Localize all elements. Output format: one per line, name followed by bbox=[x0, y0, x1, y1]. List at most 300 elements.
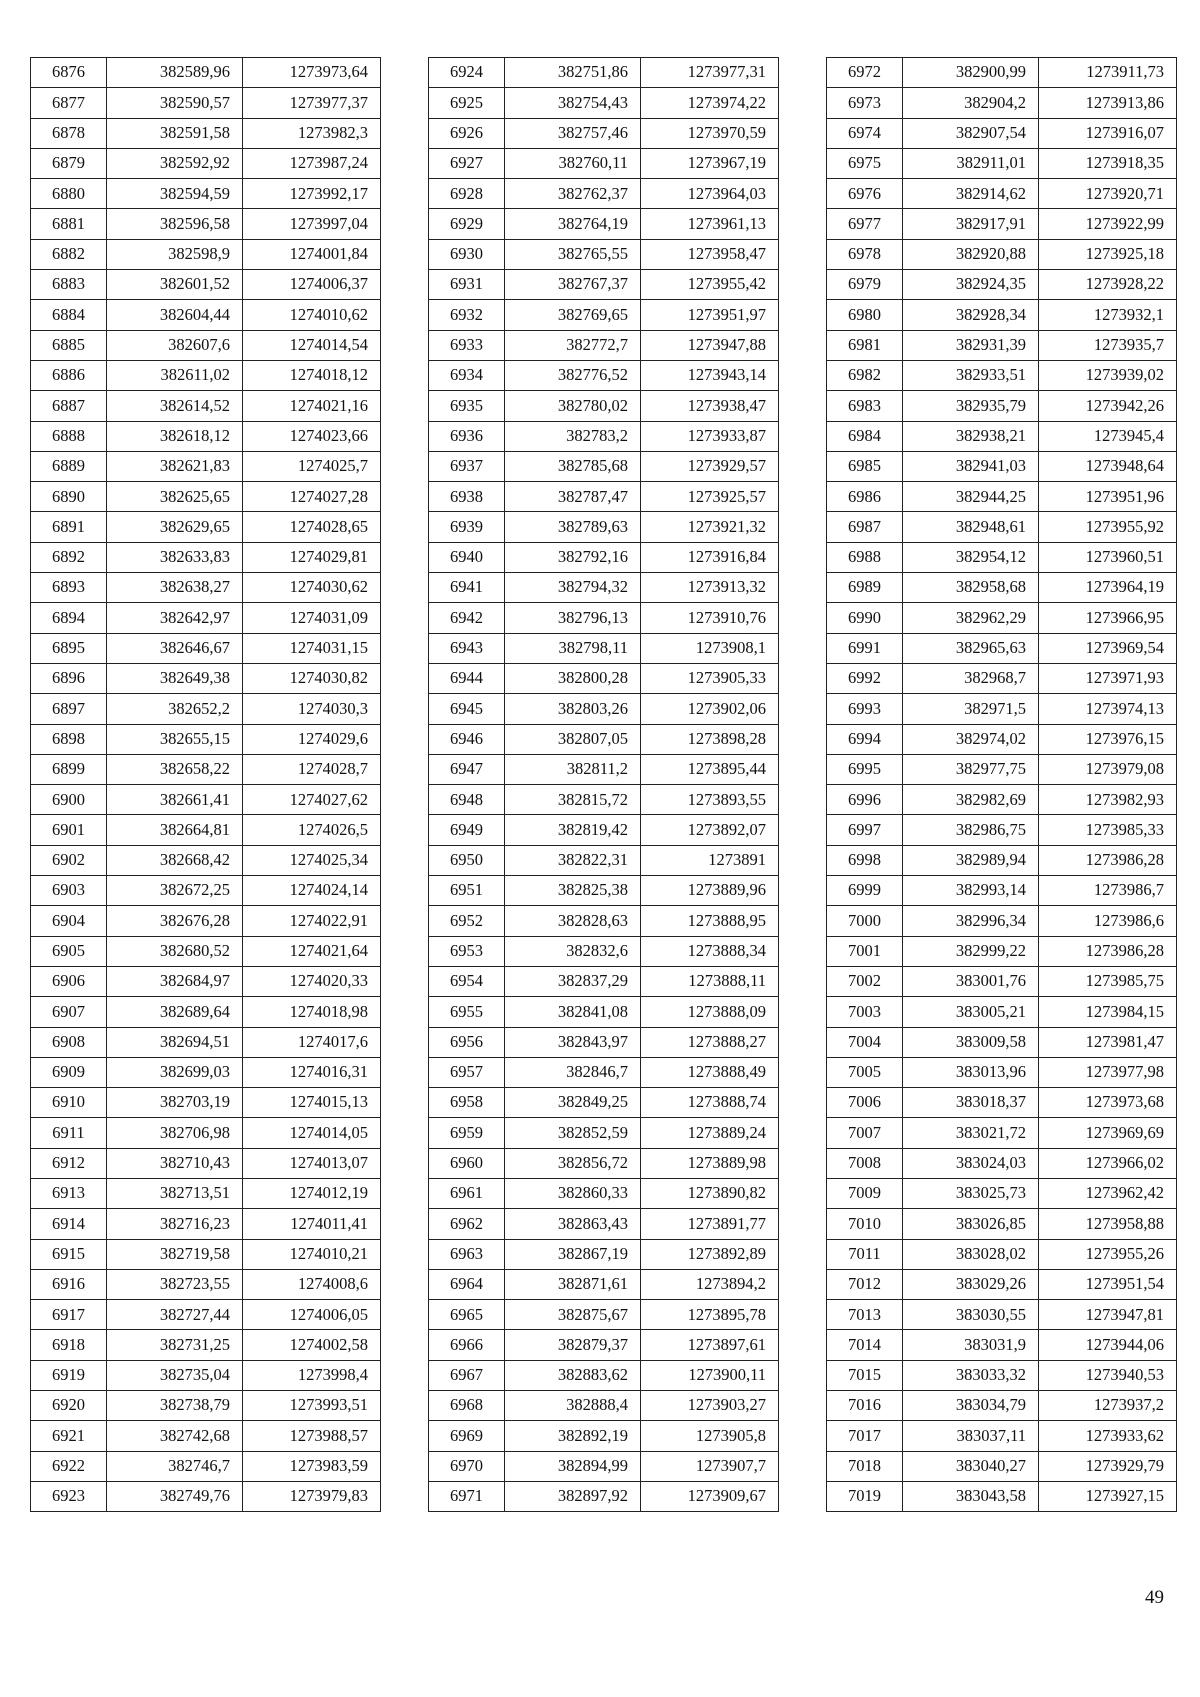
point-number-cell: 6885 bbox=[31, 330, 107, 360]
x-coordinate-cell: 382879,37 bbox=[505, 1330, 641, 1360]
table-row bbox=[429, 300, 779, 330]
table-row bbox=[429, 512, 779, 542]
x-coordinate-cell: 383026,85 bbox=[903, 1209, 1039, 1239]
x-coordinate-cell: 382749,76 bbox=[107, 1481, 243, 1511]
x-coordinate-cell: 383034,79 bbox=[903, 1391, 1039, 1421]
y-coordinate-cell: 1273944,06 bbox=[1039, 1330, 1177, 1360]
x-coordinate-cell: 382965,63 bbox=[903, 633, 1039, 663]
table-row bbox=[827, 1118, 1177, 1148]
y-coordinate-cell: 1273948,64 bbox=[1039, 451, 1177, 481]
table-row bbox=[31, 936, 381, 966]
table-row bbox=[31, 270, 381, 300]
point-number-cell: 6997 bbox=[827, 815, 903, 845]
x-coordinate-cell: 382856,72 bbox=[505, 1148, 641, 1178]
x-coordinate-cell: 382652,2 bbox=[107, 694, 243, 724]
x-coordinate-cell: 382703,19 bbox=[107, 1088, 243, 1118]
y-coordinate-cell: 1273918,35 bbox=[1039, 148, 1177, 178]
point-number-cell: 6989 bbox=[827, 573, 903, 603]
y-coordinate-cell: 1273982,93 bbox=[1039, 785, 1177, 815]
x-coordinate-cell: 382716,23 bbox=[107, 1209, 243, 1239]
y-coordinate-cell: 1273969,69 bbox=[1039, 1118, 1177, 1148]
y-coordinate-cell: 1273974,13 bbox=[1039, 694, 1177, 724]
y-coordinate-cell: 1273951,97 bbox=[641, 300, 779, 330]
x-coordinate-cell: 382746,7 bbox=[107, 1451, 243, 1481]
point-number-cell: 6978 bbox=[827, 239, 903, 269]
point-number-cell: 6890 bbox=[31, 482, 107, 512]
x-coordinate-cell: 383033,32 bbox=[903, 1360, 1039, 1390]
y-coordinate-cell: 1273964,03 bbox=[641, 179, 779, 209]
point-number-cell: 6935 bbox=[429, 391, 505, 421]
x-coordinate-cell: 383005,21 bbox=[903, 997, 1039, 1027]
y-coordinate-cell: 1273939,02 bbox=[1039, 360, 1177, 390]
y-coordinate-cell: 1273985,33 bbox=[1039, 815, 1177, 845]
point-number-cell: 6941 bbox=[429, 573, 505, 603]
point-number-cell: 7017 bbox=[827, 1421, 903, 1451]
table-row bbox=[429, 421, 779, 451]
y-coordinate-cell: 1274018,98 bbox=[243, 997, 381, 1027]
table-row bbox=[31, 1178, 381, 1208]
table-row bbox=[827, 179, 1177, 209]
y-coordinate-cell: 1273925,57 bbox=[641, 482, 779, 512]
point-number-cell: 6944 bbox=[429, 663, 505, 693]
x-coordinate-cell: 382894,99 bbox=[505, 1451, 641, 1481]
y-coordinate-cell: 1273908,1 bbox=[641, 633, 779, 663]
point-number-cell: 6939 bbox=[429, 512, 505, 542]
point-number-cell: 6977 bbox=[827, 209, 903, 239]
y-coordinate-cell: 1273981,47 bbox=[1039, 1027, 1177, 1057]
table-row bbox=[31, 391, 381, 421]
point-number-cell: 6942 bbox=[429, 603, 505, 633]
table-row bbox=[827, 845, 1177, 875]
y-coordinate-cell: 1273913,86 bbox=[1039, 88, 1177, 118]
point-number-cell: 6940 bbox=[429, 542, 505, 572]
y-coordinate-cell: 1273916,07 bbox=[1039, 118, 1177, 148]
table-row bbox=[827, 1451, 1177, 1481]
y-coordinate-cell: 1273897,61 bbox=[641, 1330, 779, 1360]
point-number-cell: 6985 bbox=[827, 451, 903, 481]
table-row bbox=[31, 1118, 381, 1148]
point-number-cell: 6931 bbox=[429, 270, 505, 300]
table-row bbox=[827, 815, 1177, 845]
table-row bbox=[827, 1391, 1177, 1421]
table-row bbox=[827, 451, 1177, 481]
point-number-cell: 6933 bbox=[429, 330, 505, 360]
table-row bbox=[827, 997, 1177, 1027]
table-row bbox=[31, 876, 381, 906]
y-coordinate-cell: 1273916,84 bbox=[641, 542, 779, 572]
x-coordinate-cell: 382928,34 bbox=[903, 300, 1039, 330]
table-row bbox=[31, 573, 381, 603]
table-row bbox=[429, 1027, 779, 1057]
x-coordinate-cell: 383043,58 bbox=[903, 1481, 1039, 1511]
table-row bbox=[827, 58, 1177, 88]
y-coordinate-cell: 1273958,88 bbox=[1039, 1209, 1177, 1239]
x-coordinate-cell: 382607,6 bbox=[107, 330, 243, 360]
y-coordinate-cell: 1274027,62 bbox=[243, 785, 381, 815]
point-number-cell: 6909 bbox=[31, 1057, 107, 1087]
table-row bbox=[827, 906, 1177, 936]
table-row bbox=[429, 360, 779, 390]
point-number-cell: 6979 bbox=[827, 270, 903, 300]
x-coordinate-cell: 382917,91 bbox=[903, 209, 1039, 239]
y-coordinate-cell: 1274029,6 bbox=[243, 724, 381, 754]
point-number-cell: 6994 bbox=[827, 724, 903, 754]
y-coordinate-cell: 1273973,64 bbox=[243, 58, 381, 88]
x-coordinate-cell: 382849,25 bbox=[505, 1088, 641, 1118]
y-coordinate-cell: 1273940,53 bbox=[1039, 1360, 1177, 1390]
x-coordinate-cell: 382977,75 bbox=[903, 754, 1039, 784]
point-number-cell: 6926 bbox=[429, 118, 505, 148]
y-coordinate-cell: 1273935,7 bbox=[1039, 330, 1177, 360]
page-number: 49 bbox=[1145, 1587, 1164, 1608]
x-coordinate-cell: 382846,7 bbox=[505, 1057, 641, 1087]
point-number-cell: 6923 bbox=[31, 1481, 107, 1511]
x-coordinate-cell: 382931,39 bbox=[903, 330, 1039, 360]
point-number-cell: 6896 bbox=[31, 663, 107, 693]
x-coordinate-cell: 382860,33 bbox=[505, 1178, 641, 1208]
point-number-cell: 6916 bbox=[31, 1269, 107, 1299]
point-number-cell: 6897 bbox=[31, 694, 107, 724]
table-row bbox=[827, 391, 1177, 421]
x-coordinate-cell: 382706,98 bbox=[107, 1118, 243, 1148]
y-coordinate-cell: 1274017,6 bbox=[243, 1027, 381, 1057]
table-row bbox=[429, 1088, 779, 1118]
table-row bbox=[31, 451, 381, 481]
y-coordinate-cell: 1273895,78 bbox=[641, 1300, 779, 1330]
x-coordinate-cell: 382962,29 bbox=[903, 603, 1039, 633]
x-coordinate-cell: 382798,11 bbox=[505, 633, 641, 663]
point-number-cell: 6899 bbox=[31, 754, 107, 784]
point-number-cell: 6924 bbox=[429, 58, 505, 88]
y-coordinate-cell: 1273895,44 bbox=[641, 754, 779, 784]
point-number-cell: 6990 bbox=[827, 603, 903, 633]
table-row bbox=[827, 1209, 1177, 1239]
point-number-cell: 6929 bbox=[429, 209, 505, 239]
y-coordinate-cell: 1273967,19 bbox=[641, 148, 779, 178]
y-coordinate-cell: 1273888,11 bbox=[641, 966, 779, 996]
y-coordinate-cell: 1273921,32 bbox=[641, 512, 779, 542]
point-number-cell: 6998 bbox=[827, 845, 903, 875]
table-row bbox=[827, 1481, 1177, 1511]
table-row bbox=[31, 542, 381, 572]
x-coordinate-cell: 383025,73 bbox=[903, 1178, 1039, 1208]
x-coordinate-cell: 382680,52 bbox=[107, 936, 243, 966]
table-row bbox=[429, 997, 779, 1027]
y-coordinate-cell: 1273910,76 bbox=[641, 603, 779, 633]
table-row bbox=[31, 179, 381, 209]
table-row bbox=[429, 1360, 779, 1390]
x-coordinate-cell: 382590,57 bbox=[107, 88, 243, 118]
table-row bbox=[429, 1057, 779, 1087]
table-row bbox=[429, 633, 779, 663]
point-number-cell: 6878 bbox=[31, 118, 107, 148]
y-coordinate-cell: 1273969,54 bbox=[1039, 633, 1177, 663]
table-row bbox=[31, 633, 381, 663]
x-coordinate-cell: 382907,54 bbox=[903, 118, 1039, 148]
x-coordinate-cell: 382765,55 bbox=[505, 239, 641, 269]
x-coordinate-cell: 382911,01 bbox=[903, 148, 1039, 178]
x-coordinate-cell: 382646,67 bbox=[107, 633, 243, 663]
y-coordinate-cell: 1274025,34 bbox=[243, 845, 381, 875]
point-number-cell: 6987 bbox=[827, 512, 903, 542]
y-coordinate-cell: 1273979,83 bbox=[243, 1481, 381, 1511]
table-row bbox=[429, 663, 779, 693]
y-coordinate-cell: 1274002,58 bbox=[243, 1330, 381, 1360]
x-coordinate-cell: 382638,27 bbox=[107, 573, 243, 603]
y-coordinate-cell: 1273986,28 bbox=[1039, 936, 1177, 966]
y-coordinate-cell: 1274021,16 bbox=[243, 391, 381, 421]
table-row bbox=[827, 785, 1177, 815]
y-coordinate-cell: 1274021,64 bbox=[243, 936, 381, 966]
y-coordinate-cell: 1274018,12 bbox=[243, 360, 381, 390]
table-row bbox=[31, 1481, 381, 1511]
x-coordinate-cell: 382941,03 bbox=[903, 451, 1039, 481]
x-coordinate-cell: 382948,61 bbox=[903, 512, 1039, 542]
point-number-cell: 7008 bbox=[827, 1148, 903, 1178]
point-number-cell: 6934 bbox=[429, 360, 505, 390]
y-coordinate-cell: 1273888,95 bbox=[641, 906, 779, 936]
y-coordinate-cell: 1273982,3 bbox=[243, 118, 381, 148]
point-number-cell: 6954 bbox=[429, 966, 505, 996]
point-number-cell: 6912 bbox=[31, 1148, 107, 1178]
table-row bbox=[429, 118, 779, 148]
y-coordinate-cell: 1273891,77 bbox=[641, 1209, 779, 1239]
table-row bbox=[31, 754, 381, 784]
table-row bbox=[827, 694, 1177, 724]
point-number-cell: 6972 bbox=[827, 58, 903, 88]
point-number-cell: 6965 bbox=[429, 1300, 505, 1330]
y-coordinate-cell: 1273976,15 bbox=[1039, 724, 1177, 754]
point-number-cell: 6943 bbox=[429, 633, 505, 663]
point-number-cell: 6996 bbox=[827, 785, 903, 815]
x-coordinate-cell: 382713,51 bbox=[107, 1178, 243, 1208]
point-number-cell: 6883 bbox=[31, 270, 107, 300]
x-coordinate-cell: 382596,58 bbox=[107, 209, 243, 239]
point-number-cell: 6983 bbox=[827, 391, 903, 421]
y-coordinate-cell: 1273890,82 bbox=[641, 1178, 779, 1208]
y-coordinate-cell: 1273966,02 bbox=[1039, 1148, 1177, 1178]
x-coordinate-cell: 382787,47 bbox=[505, 482, 641, 512]
y-coordinate-cell: 1274013,07 bbox=[243, 1148, 381, 1178]
table-row bbox=[31, 845, 381, 875]
table-row bbox=[429, 179, 779, 209]
table-row bbox=[429, 391, 779, 421]
point-number-cell: 6984 bbox=[827, 421, 903, 451]
point-number-cell: 6913 bbox=[31, 1178, 107, 1208]
point-number-cell: 7019 bbox=[827, 1481, 903, 1511]
y-coordinate-cell: 1274031,15 bbox=[243, 633, 381, 663]
y-coordinate-cell: 1273933,87 bbox=[641, 421, 779, 451]
point-number-cell: 6970 bbox=[429, 1451, 505, 1481]
table-row bbox=[31, 724, 381, 754]
y-coordinate-cell: 1273891 bbox=[641, 845, 779, 875]
y-coordinate-cell: 1274025,7 bbox=[243, 451, 381, 481]
x-coordinate-cell: 382852,59 bbox=[505, 1118, 641, 1148]
table-row bbox=[31, 785, 381, 815]
x-coordinate-cell: 382694,51 bbox=[107, 1027, 243, 1057]
x-coordinate-cell: 382735,04 bbox=[107, 1360, 243, 1390]
x-coordinate-cell: 383009,58 bbox=[903, 1027, 1039, 1057]
y-coordinate-cell: 1273889,96 bbox=[641, 876, 779, 906]
table-row bbox=[31, 512, 381, 542]
x-coordinate-cell: 382867,19 bbox=[505, 1239, 641, 1269]
table-row bbox=[827, 663, 1177, 693]
x-coordinate-cell: 382920,88 bbox=[903, 239, 1039, 269]
point-number-cell: 6957 bbox=[429, 1057, 505, 1087]
x-coordinate-cell: 383021,72 bbox=[903, 1118, 1039, 1148]
y-coordinate-cell: 1273938,47 bbox=[641, 391, 779, 421]
point-number-cell: 6937 bbox=[429, 451, 505, 481]
y-coordinate-cell: 1273892,89 bbox=[641, 1239, 779, 1269]
y-coordinate-cell: 1273979,08 bbox=[1039, 754, 1177, 784]
table-row bbox=[827, 270, 1177, 300]
point-number-cell: 6964 bbox=[429, 1269, 505, 1299]
table-row bbox=[429, 966, 779, 996]
y-coordinate-cell: 1274028,65 bbox=[243, 512, 381, 542]
table-row bbox=[31, 1239, 381, 1269]
table-row bbox=[827, 1088, 1177, 1118]
point-number-cell: 6914 bbox=[31, 1209, 107, 1239]
table-row bbox=[429, 330, 779, 360]
point-number-cell: 6960 bbox=[429, 1148, 505, 1178]
x-coordinate-cell: 382727,44 bbox=[107, 1300, 243, 1330]
y-coordinate-cell: 1273893,55 bbox=[641, 785, 779, 815]
y-coordinate-cell: 1273913,32 bbox=[641, 573, 779, 603]
y-coordinate-cell: 1273964,19 bbox=[1039, 573, 1177, 603]
point-number-cell: 6949 bbox=[429, 815, 505, 845]
point-number-cell: 6951 bbox=[429, 876, 505, 906]
point-number-cell: 6946 bbox=[429, 724, 505, 754]
y-coordinate-cell: 1273983,59 bbox=[243, 1451, 381, 1481]
point-number-cell: 6980 bbox=[827, 300, 903, 330]
point-number-cell: 7000 bbox=[827, 906, 903, 936]
x-coordinate-cell: 382618,12 bbox=[107, 421, 243, 451]
x-coordinate-cell: 382710,43 bbox=[107, 1148, 243, 1178]
x-coordinate-cell: 382938,21 bbox=[903, 421, 1039, 451]
x-coordinate-cell: 382999,22 bbox=[903, 936, 1039, 966]
point-number-cell: 7001 bbox=[827, 936, 903, 966]
point-number-cell: 6945 bbox=[429, 694, 505, 724]
table-row bbox=[31, 1269, 381, 1299]
x-coordinate-cell: 382785,68 bbox=[505, 451, 641, 481]
y-coordinate-cell: 1273992,17 bbox=[243, 179, 381, 209]
x-coordinate-cell: 382762,37 bbox=[505, 179, 641, 209]
point-number-cell: 6880 bbox=[31, 179, 107, 209]
table-row bbox=[827, 1421, 1177, 1451]
point-number-cell: 6877 bbox=[31, 88, 107, 118]
y-coordinate-cell: 1274020,33 bbox=[243, 966, 381, 996]
x-coordinate-cell: 382892,19 bbox=[505, 1421, 641, 1451]
table-row bbox=[31, 1391, 381, 1421]
x-coordinate-cell: 382971,5 bbox=[903, 694, 1039, 724]
x-coordinate-cell: 382888,4 bbox=[505, 1391, 641, 1421]
point-number-cell: 6907 bbox=[31, 997, 107, 1027]
table-row bbox=[827, 936, 1177, 966]
y-coordinate-cell: 1273933,62 bbox=[1039, 1421, 1177, 1451]
x-coordinate-cell: 383028,02 bbox=[903, 1239, 1039, 1269]
coordinate-table-1 bbox=[30, 57, 381, 1512]
table-row bbox=[429, 1269, 779, 1299]
y-coordinate-cell: 1274011,41 bbox=[243, 1209, 381, 1239]
point-number-cell: 6992 bbox=[827, 663, 903, 693]
table-row bbox=[827, 1239, 1177, 1269]
point-number-cell: 7018 bbox=[827, 1451, 903, 1481]
x-coordinate-cell: 383013,96 bbox=[903, 1057, 1039, 1087]
x-coordinate-cell: 382723,55 bbox=[107, 1269, 243, 1299]
y-coordinate-cell: 1273988,57 bbox=[243, 1421, 381, 1451]
x-coordinate-cell: 382668,42 bbox=[107, 845, 243, 875]
table-row bbox=[429, 1239, 779, 1269]
y-coordinate-cell: 1274001,84 bbox=[243, 239, 381, 269]
table-row bbox=[827, 966, 1177, 996]
point-number-cell: 6922 bbox=[31, 1451, 107, 1481]
y-coordinate-cell: 1274028,7 bbox=[243, 754, 381, 784]
y-coordinate-cell: 1273986,28 bbox=[1039, 845, 1177, 875]
table-row bbox=[31, 482, 381, 512]
x-coordinate-cell: 382792,16 bbox=[505, 542, 641, 572]
x-coordinate-cell: 383001,76 bbox=[903, 966, 1039, 996]
x-coordinate-cell: 382958,68 bbox=[903, 573, 1039, 603]
table-row bbox=[31, 300, 381, 330]
x-coordinate-cell: 382776,52 bbox=[505, 360, 641, 390]
point-number-cell: 6893 bbox=[31, 573, 107, 603]
point-number-cell: 6900 bbox=[31, 785, 107, 815]
table-row bbox=[827, 724, 1177, 754]
point-number-cell: 6981 bbox=[827, 330, 903, 360]
point-number-cell: 6986 bbox=[827, 482, 903, 512]
x-coordinate-cell: 382935,79 bbox=[903, 391, 1039, 421]
point-number-cell: 6947 bbox=[429, 754, 505, 784]
point-number-cell: 6961 bbox=[429, 1178, 505, 1208]
y-coordinate-cell: 1273905,33 bbox=[641, 663, 779, 693]
table-row bbox=[429, 270, 779, 300]
x-coordinate-cell: 382629,65 bbox=[107, 512, 243, 542]
y-coordinate-cell: 1273889,98 bbox=[641, 1148, 779, 1178]
point-number-cell: 6968 bbox=[429, 1391, 505, 1421]
point-number-cell: 6952 bbox=[429, 906, 505, 936]
y-coordinate-cell: 1274010,62 bbox=[243, 300, 381, 330]
y-coordinate-cell: 1273958,47 bbox=[641, 239, 779, 269]
table-row bbox=[429, 1118, 779, 1148]
table-row bbox=[429, 482, 779, 512]
y-coordinate-cell: 1273986,6 bbox=[1039, 906, 1177, 936]
point-number-cell: 6919 bbox=[31, 1360, 107, 1390]
point-number-cell: 6881 bbox=[31, 209, 107, 239]
y-coordinate-cell: 1273903,27 bbox=[641, 1391, 779, 1421]
point-number-cell: 6955 bbox=[429, 997, 505, 1027]
point-number-cell: 6908 bbox=[31, 1027, 107, 1057]
x-coordinate-cell: 382767,37 bbox=[505, 270, 641, 300]
x-coordinate-cell: 382944,25 bbox=[903, 482, 1039, 512]
table-row bbox=[827, 512, 1177, 542]
table-row bbox=[827, 421, 1177, 451]
x-coordinate-cell: 382794,32 bbox=[505, 573, 641, 603]
point-number-cell: 6993 bbox=[827, 694, 903, 724]
y-coordinate-cell: 1273945,4 bbox=[1039, 421, 1177, 451]
point-number-cell: 6948 bbox=[429, 785, 505, 815]
table-row bbox=[429, 694, 779, 724]
x-coordinate-cell: 382982,69 bbox=[903, 785, 1039, 815]
point-number-cell: 6974 bbox=[827, 118, 903, 148]
y-coordinate-cell: 1273907,7 bbox=[641, 1451, 779, 1481]
y-coordinate-cell: 1274014,05 bbox=[243, 1118, 381, 1148]
point-number-cell: 6932 bbox=[429, 300, 505, 330]
table-row bbox=[31, 330, 381, 360]
point-number-cell: 6930 bbox=[429, 239, 505, 269]
table-row bbox=[31, 694, 381, 724]
point-number-cell: 6889 bbox=[31, 451, 107, 481]
x-coordinate-cell: 382803,26 bbox=[505, 694, 641, 724]
